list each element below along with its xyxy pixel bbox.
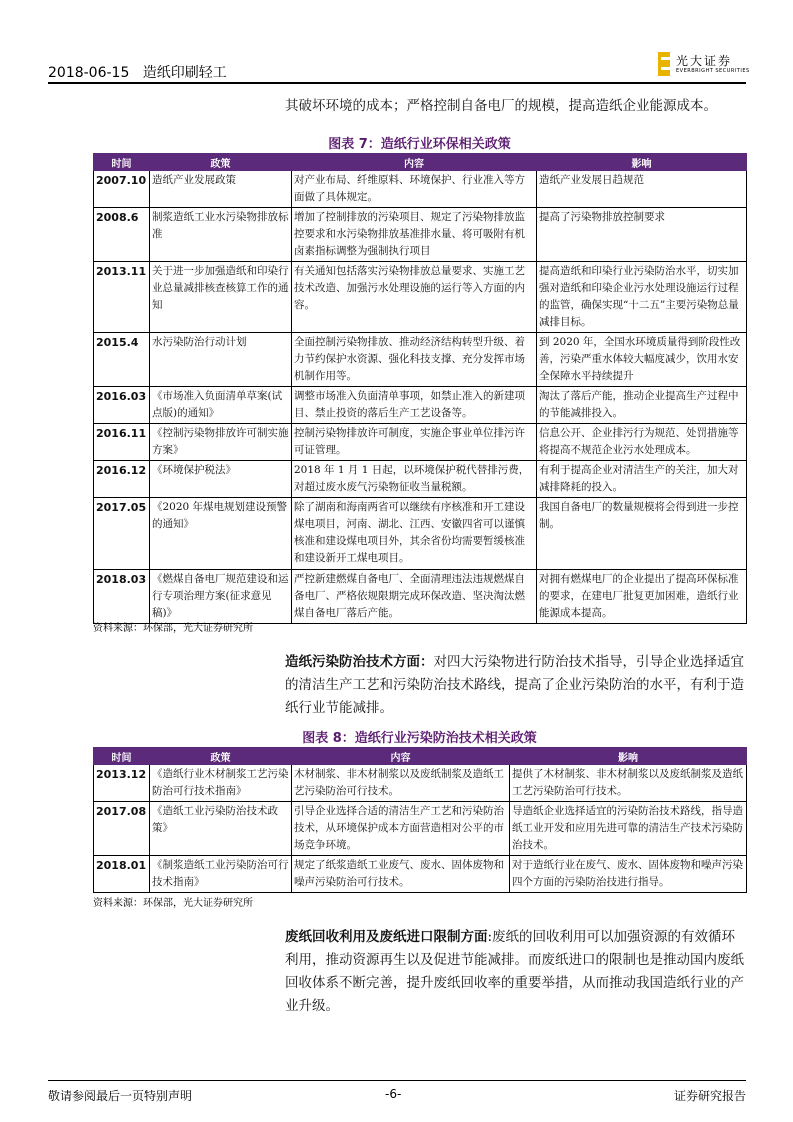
logo-mark-icon bbox=[658, 52, 670, 76]
cell-time: 2016.12 bbox=[94, 461, 150, 498]
table-row bbox=[94, 262, 747, 333]
fig8-title: 图表 8：造纸行业污染防治技术相关政策 bbox=[302, 731, 537, 746]
cell-impact: 导造纸企业选择适宜的污染防治技术路线，指导造纸工业开发和应用先进可靠的清洁生产技术污染防治技术。 bbox=[510, 802, 747, 856]
cell-time: 2017.05 bbox=[94, 498, 150, 570]
cell-impact: 淘汰了落后产能，推动企业提高生产过程中的节能减排投入。 bbox=[537, 387, 747, 424]
cell-impact: 提供了木材制浆、非木材制浆以及废纸制浆及造纸工艺污染防治可行技术。 bbox=[510, 765, 747, 802]
intro-paragraph: 其破坏环境的成本；严格控制自备电厂的规模，提高造纸企业能源成本。 bbox=[285, 98, 717, 114]
cell-content: 有关通知包括落实污染物排放总量要求、实施工艺技术改造、加强污水处理设施的运行等入方面的内容。 bbox=[292, 262, 537, 333]
cell-impact: 有利于提高企业对清洁生产的关注，加大对减排降耗的投入。 bbox=[537, 461, 747, 498]
logo-cn: 光大证券 bbox=[676, 54, 733, 68]
cell-policy: 造纸产业发展政策 bbox=[150, 171, 292, 208]
cell-content: 规定了纸浆造纸工业废气、废水、固体废物和噪声污染防治可行技术。 bbox=[292, 856, 510, 893]
fig8-source: 资料来源：环保部，光大证券研究所 bbox=[93, 898, 253, 909]
tech-paragraph-lead: 造纸污染防治技术方面： bbox=[285, 654, 434, 670]
header-title bbox=[48, 62, 227, 82]
fig7-title: 图表 7：造纸行业环保相关政策 bbox=[328, 137, 511, 152]
fig7-col-impact: 影响 bbox=[537, 154, 747, 171]
cell-impact: 信息公开、企业排污行为规范、处罚措施等将提高不规范企业污水处理成本。 bbox=[537, 424, 747, 461]
cell-content: 增加了控制排放的污染项目、规定了污染物排放监控要求和水污染物排放基准排水量、将可吸附有机卤素指标调整为强制执行项目 bbox=[292, 208, 537, 262]
cell-policy: 《燃煤自备电厂规范建设和运行专项治理方案(征求意见稿)》 bbox=[150, 570, 292, 624]
cell-impact: 我国自备电厂的数量规模将会得到进一步控制。 bbox=[537, 498, 747, 570]
cell-policy: 制浆造纸工业水污染物排放标准 bbox=[150, 208, 292, 262]
report-date: 2018-06-15 bbox=[48, 65, 130, 81]
cell-time: 2016.11 bbox=[94, 424, 150, 461]
cell-impact: 提高了污染物排放控制要求 bbox=[537, 208, 747, 262]
cell-time: 2007.10 bbox=[94, 171, 150, 208]
cell-time: 2013.12 bbox=[94, 765, 150, 802]
tech-paragraph bbox=[285, 651, 745, 720]
table-row bbox=[94, 387, 747, 424]
table-row bbox=[94, 765, 747, 802]
cell-impact: 对拥有燃煤电厂的企业提出了提高环保标准的要求，在建电厂批复更加困难，造纸行业能源成本提高。 bbox=[537, 570, 747, 624]
cell-policy: 关于进一步加强造纸和印染行业总量减排核查核算工作的通知 bbox=[150, 262, 292, 333]
cell-impact: 到 2020 年，全国水环境质量得到阶段性改善，污染严重水体较大幅度减少，饮用水安全保障水平持续提升 bbox=[537, 333, 747, 387]
tech-paragraph-body: 对四大污染物进行防治技术指导，引导企业选择适宜的清洁生产工艺和污染防治技术路线，提高了企业污染防治的水平，有利于造纸行业节能减排。 bbox=[285, 654, 744, 716]
wastepaper-paragraph-body: :废纸的回收利用可以加强资源的有效循环利用，推动资源再生以及促进节能减排。而废纸进口的限制也是推动国内废纸回收体系不断完善，提升废纸回收率的重要举措，从而推动我国造纸行业的产业升级。 bbox=[285, 929, 744, 1014]
table-row bbox=[94, 171, 747, 208]
wastepaper-paragraph bbox=[285, 926, 745, 1018]
cell-content: 严控新建燃煤自备电厂、全面清理违法违规燃煤自备电厂、严格依规限期完成环保改造、坚决淘汰燃煤自备电厂落后产能。 bbox=[292, 570, 537, 624]
cell-policy: 《造纸工业污染防治技术政策》 bbox=[150, 802, 292, 856]
table-row bbox=[94, 498, 747, 570]
footer-report-type: 证券研究报告 bbox=[673, 1089, 746, 1103]
fig8-col-time: 时间 bbox=[94, 748, 150, 765]
cell-policy: 《2020 年煤电规划建设预警的通知》 bbox=[150, 498, 292, 570]
table-row bbox=[94, 856, 747, 893]
cell-impact: 对于造纸行业在废气、废水、固体废物和噪声污染四个方面的污染防治技进行指导。 bbox=[510, 856, 747, 893]
wastepaper-paragraph-lead: 废纸回收利用及废纸进口限制方面 bbox=[285, 929, 488, 945]
cell-content: 控制污染物排放许可制度，实施企事业单位排污许可证管理。 bbox=[292, 424, 537, 461]
table-row bbox=[94, 333, 747, 387]
company-logo bbox=[658, 52, 748, 78]
cell-time: 2018.03 bbox=[94, 570, 150, 624]
report-category: 造纸印刷轻工 bbox=[142, 65, 227, 81]
cell-policy: 《制浆造纸工业污染防治可行技术指南》 bbox=[150, 856, 292, 893]
cell-content: 调整市场准入负面清单事项，如禁止准入的新建项目、禁止投资的落后生产工艺设备等。 bbox=[292, 387, 537, 424]
cell-time: 2017.08 bbox=[94, 802, 150, 856]
table-row bbox=[94, 802, 747, 856]
cell-content: 木材制浆、非木材制浆以及废纸制浆及造纸工艺污染防治可行技术。 bbox=[292, 765, 510, 802]
cell-time: 2013.11 bbox=[94, 262, 150, 333]
logo-en: EVERBRIGHT SECURITIES bbox=[676, 68, 750, 74]
footer-divider bbox=[48, 1080, 746, 1081]
cell-time: 2008.6 bbox=[94, 208, 150, 262]
fig7-col-policy: 政策 bbox=[150, 154, 292, 171]
page-number: -6- bbox=[385, 1087, 402, 1101]
fig7-table bbox=[93, 153, 747, 624]
cell-content: 除了湖南和海南两省可以继续有序核准和开工建设煤电项目，河南、湖北、江西、安徽四省可以谨慎核准和建设煤电项目外，其余省份均需要暂缓核准和建设新开工煤电项目。 bbox=[292, 498, 537, 570]
cell-content: 引导企业选择合适的清洁生产工艺和污染防治技术，从环境保护成本方面营造相对公平的市场竞争环境。 bbox=[292, 802, 510, 856]
table-row bbox=[94, 424, 747, 461]
cell-policy: 《造纸行业木材制浆工艺污染防治可行技术指南》 bbox=[150, 765, 292, 802]
fig7-source: 资料来源：环保部，光大证券研究所 bbox=[93, 623, 253, 634]
fig7-col-content: 内容 bbox=[292, 154, 537, 171]
fig7-col-time: 时间 bbox=[94, 154, 150, 171]
cell-time: 2016.03 bbox=[94, 387, 150, 424]
cell-policy: 《控制污染物排放许可制实施方案》 bbox=[150, 424, 292, 461]
cell-policy: 水污染防治行动计划 bbox=[150, 333, 292, 387]
table-row bbox=[94, 461, 747, 498]
cell-impact: 提高造纸和印染行业污染防治水平，切实加强对造纸和印染企业污水处理设施运行过程的监管，确保实现“十二五”主要污染物总量减排目标。 bbox=[537, 262, 747, 333]
cell-impact: 造纸产业发展日趋规范 bbox=[537, 171, 747, 208]
cell-policy: 《市场准入负面清单草案(试点版)的通知》 bbox=[150, 387, 292, 424]
cell-time: 2018.01 bbox=[94, 856, 150, 893]
cell-content: 对产业布局、纤维原料、环境保护、行业准入等方面做了具体规定。 bbox=[292, 171, 537, 208]
cell-policy: 《环境保护税法》 bbox=[150, 461, 292, 498]
table-row bbox=[94, 208, 747, 262]
cell-content: 2018 年 1 月 1 日起，以环境保护税代替排污费，对超过废水废气污染物征收当量税额。 bbox=[292, 461, 537, 498]
fig8-col-content: 内容 bbox=[292, 748, 510, 765]
footer-disclaimer: 敬请参阅最后一页特别声明 bbox=[48, 1089, 193, 1103]
header-divider bbox=[48, 82, 746, 84]
fig8-table bbox=[93, 747, 747, 893]
table-row bbox=[94, 570, 747, 624]
fig8-col-impact: 影响 bbox=[510, 748, 747, 765]
cell-content: 全面控制污染物排放、推动经济结构转型升级、着力节约保护水资源、强化科技支撑、充分发挥市场机制作用等。 bbox=[292, 333, 537, 387]
fig8-col-policy: 政策 bbox=[150, 748, 292, 765]
cell-time: 2015.4 bbox=[94, 333, 150, 387]
